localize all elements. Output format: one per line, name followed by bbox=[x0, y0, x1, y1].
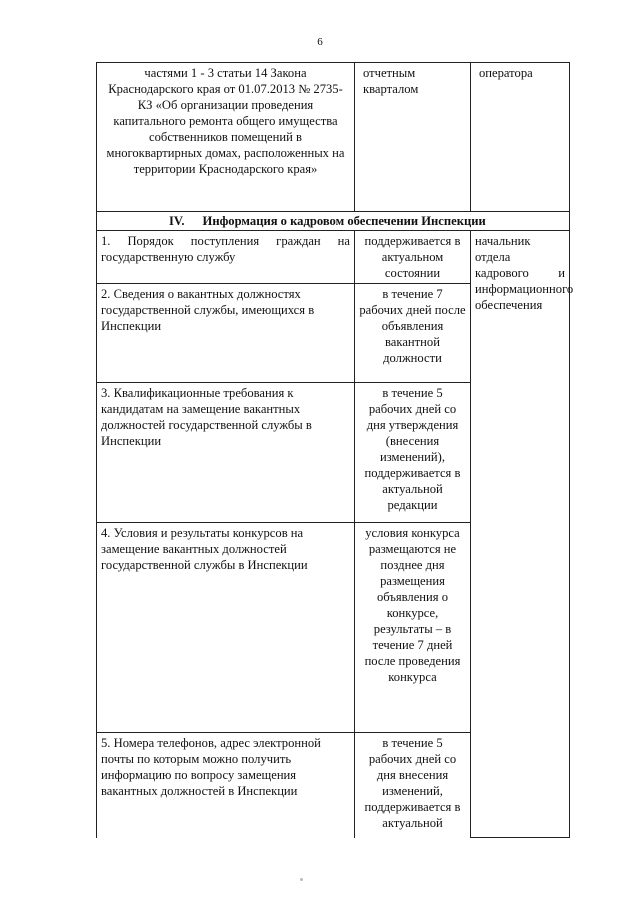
cell-description: 3. Квалификационные требования к кандидатам на замещение вакантных должностей государственной службы в Инспекции bbox=[97, 383, 355, 523]
cell-description: частями 1 - 3 статьи 14 Закона Краснодарского края от 01.07.2013 № 2735-КЗ «Об организации проведения капитального ремонта общего имущества собственников помещений в многоквартирных домах, расположенных на территории Краснодарского края» bbox=[97, 63, 355, 212]
cell-deadline: в течение 7 рабочих дней после объявления вакантной должности bbox=[355, 284, 471, 383]
responsible-line: начальник отдела bbox=[475, 234, 531, 264]
section-number: IV. bbox=[169, 214, 185, 228]
cell-responsible bbox=[471, 231, 574, 838]
cell-responsible: оператора bbox=[471, 63, 570, 212]
cell-deadline: в течение 5 рабочих дней со дня утверждения (внесения изменений), поддерживается в актуальной редакции bbox=[355, 383, 471, 523]
responsible-line: информационного обеспечения bbox=[475, 282, 574, 312]
section-heading-row bbox=[97, 212, 570, 231]
information-table bbox=[96, 62, 574, 838]
table-row bbox=[97, 63, 570, 212]
cell-description: 4. Условия и результаты конкурсов на замещение вакантных должностей государственной службы в Инспекции bbox=[97, 523, 355, 733]
table-row bbox=[97, 231, 570, 284]
cell-deadline: условия конкурса размещаются не позднее дня размещения объявления о конкурсе, результаты – в течение 7 дней после проведения конкурса bbox=[355, 523, 471, 733]
cell-deadline: в течение 5 рабочих дней со дня внесения изменений, поддерживается в актуальной bbox=[355, 733, 471, 838]
cell-deadline: отчетным кварталом bbox=[355, 63, 471, 212]
cell-description: 1. Порядок поступления граждан на государственную службу bbox=[97, 231, 355, 284]
section-heading bbox=[97, 212, 570, 231]
responsible-line: кадрового и bbox=[475, 266, 565, 280]
cell-description: 2. Сведения о вакантных должностях государственной службы, имеющихся в Инспекции bbox=[97, 284, 355, 383]
cell-description: 5. Номера телефонов, адрес электронной почты по которым можно получить информацию по вопросу замещения вакантных должностей в Инспекции bbox=[97, 733, 355, 838]
page-number: 6 bbox=[317, 36, 323, 48]
cell-deadline: поддерживается в актуальном состоянии bbox=[355, 231, 471, 284]
scan-speck bbox=[300, 878, 303, 881]
section-title: Информация о кадровом обеспечении Инспекции bbox=[202, 214, 486, 228]
